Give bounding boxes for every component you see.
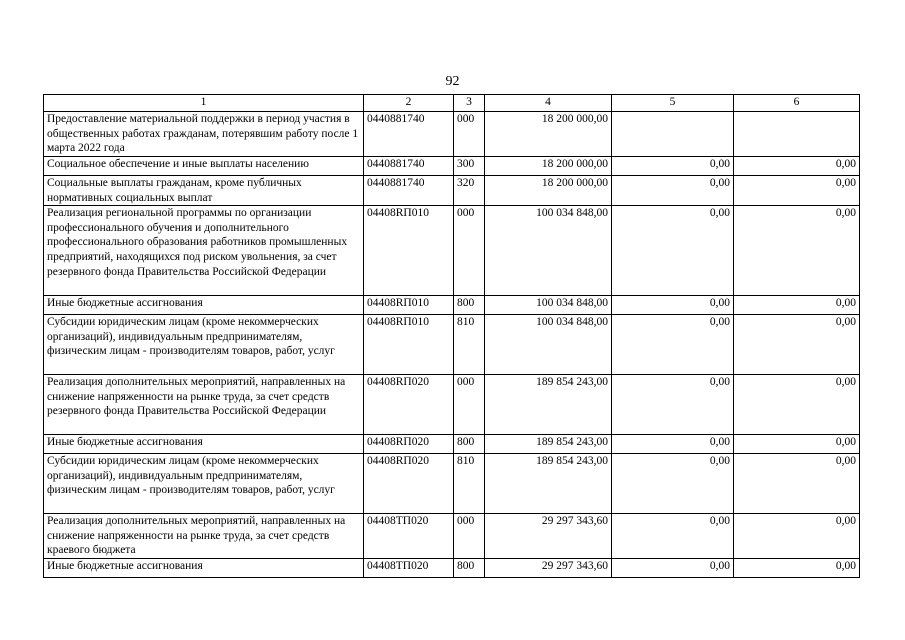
row-amount-col5: 0,00 xyxy=(612,157,734,176)
row-name: Социальное обеспечение и иные выплаты населению xyxy=(44,157,364,176)
row-amount-col4: 100 034 848,00 xyxy=(485,296,612,315)
row-target-code: 04408RП020 xyxy=(364,454,454,514)
row-amount-col6: 0,00 xyxy=(734,454,860,514)
row-expense-type: 000 xyxy=(454,112,485,157)
table-row xyxy=(44,157,860,176)
table-row xyxy=(44,454,860,514)
row-amount-col5: 0,00 xyxy=(612,435,734,454)
row-expense-type: 800 xyxy=(454,435,485,454)
row-amount-col5: 0,00 xyxy=(612,454,734,514)
row-amount-col4: 100 034 848,00 xyxy=(485,206,612,296)
row-amount-col5: 0,00 xyxy=(612,176,734,206)
row-amount-col6: 0,00 xyxy=(734,514,860,559)
row-amount-col4: 189 854 243,00 xyxy=(485,435,612,454)
row-amount-col5: 0,00 xyxy=(612,514,734,559)
row-amount-col6: 0,00 xyxy=(734,296,860,315)
row-expense-type: 300 xyxy=(454,157,485,176)
row-expense-type: 000 xyxy=(454,514,485,559)
table-row xyxy=(44,112,860,157)
column-header: 5 xyxy=(612,95,734,112)
row-target-code: 0440881740 xyxy=(364,176,454,206)
column-header: 4 xyxy=(485,95,612,112)
table-row xyxy=(44,375,860,435)
row-target-code: 0440881740 xyxy=(364,157,454,176)
row-target-code: 04408RП010 xyxy=(364,206,454,296)
row-amount-col5 xyxy=(612,112,734,157)
row-target-code: 04408RП020 xyxy=(364,375,454,435)
row-amount-col5: 0,00 xyxy=(612,559,734,578)
row-amount-col4: 189 854 243,00 xyxy=(485,454,612,514)
row-amount-col5: 0,00 xyxy=(612,315,734,375)
table-header-row xyxy=(44,95,860,112)
table-row xyxy=(44,206,860,296)
row-expense-type: 810 xyxy=(454,454,485,514)
row-amount-col6 xyxy=(734,112,860,157)
table-row xyxy=(44,315,860,375)
row-name: Иные бюджетные ассигнования xyxy=(44,296,364,315)
row-name: Реализация региональной программы по организации профессионального обучения и дополнительного профессионального образования работников промышленных предприятий, находящихся под риском увольнения, за счет резервного фонда Правительства Российской Федерации xyxy=(44,206,364,296)
row-name: Субсидии юридическим лицам (кроме некоммерческих организаций), индивидуальным предпринимателям, физическим лицам - производителям товаров, работ, услуг xyxy=(44,454,364,514)
row-name: Реализация дополнительных мероприятий, направленных на снижение напряженности на рынке труда, за счет средств краевого бюджета xyxy=(44,514,364,559)
row-amount-col4: 189 854 243,00 xyxy=(485,375,612,435)
column-header: 2 xyxy=(364,95,454,112)
table-row xyxy=(44,296,860,315)
column-header: 3 xyxy=(454,95,485,112)
budget-table xyxy=(43,94,860,578)
row-amount-col4: 18 200 000,00 xyxy=(485,112,612,157)
row-amount-col6: 0,00 xyxy=(734,315,860,375)
row-target-code: 04408RП010 xyxy=(364,315,454,375)
row-amount-col6: 0,00 xyxy=(734,559,860,578)
row-amount-col4: 100 034 848,00 xyxy=(485,315,612,375)
row-amount-col4: 29 297 343,60 xyxy=(485,514,612,559)
row-name: Предоставление материальной поддержки в период участия в общественных работах гражданам, потерявшим работу после 1 марта 2022 года xyxy=(44,112,364,157)
table-row xyxy=(44,176,860,206)
row-expense-type: 800 xyxy=(454,296,485,315)
row-target-code: 04408TП020 xyxy=(364,514,454,559)
row-name: Субсидии юридическим лицам (кроме некоммерческих организаций), индивидуальным предпринимателям, физическим лицам - производителям товаров, работ, услуг xyxy=(44,315,364,375)
row-name: Реализация дополнительных мероприятий, направленных на снижение напряженности на рынке труда, за счет средств резервного фонда Правительства Российской Федерации xyxy=(44,375,364,435)
column-header: 1 xyxy=(44,95,364,112)
row-amount-col6: 0,00 xyxy=(734,176,860,206)
row-amount-col5: 0,00 xyxy=(612,296,734,315)
row-target-code: 04408TП020 xyxy=(364,559,454,578)
row-expense-type: 800 xyxy=(454,559,485,578)
row-expense-type: 320 xyxy=(454,176,485,206)
row-target-code: 04408RП020 xyxy=(364,435,454,454)
row-amount-col4: 18 200 000,00 xyxy=(485,176,612,206)
row-target-code: 04408RП010 xyxy=(364,296,454,315)
table-row xyxy=(44,435,860,454)
table-row xyxy=(44,559,860,578)
row-amount-col4: 18 200 000,00 xyxy=(485,157,612,176)
row-name: Социальные выплаты гражданам, кроме публичных нормативных социальных выплат xyxy=(44,176,364,206)
row-target-code: 0440881740 xyxy=(364,112,454,157)
row-amount-col6: 0,00 xyxy=(734,435,860,454)
row-expense-type: 810 xyxy=(454,315,485,375)
row-expense-type: 000 xyxy=(454,375,485,435)
row-amount-col6: 0,00 xyxy=(734,157,860,176)
column-header: 6 xyxy=(734,95,860,112)
row-expense-type: 000 xyxy=(454,206,485,296)
row-amount-col4: 29 297 343,60 xyxy=(485,559,612,578)
row-amount-col6: 0,00 xyxy=(734,375,860,435)
table-row xyxy=(44,514,860,559)
row-amount-col5: 0,00 xyxy=(612,375,734,435)
row-amount-col5: 0,00 xyxy=(612,206,734,296)
page-number: 92 xyxy=(445,74,460,89)
row-name: Иные бюджетные ассигнования xyxy=(44,435,364,454)
row-amount-col6: 0,00 xyxy=(734,206,860,296)
row-name: Иные бюджетные ассигнования xyxy=(44,559,364,578)
